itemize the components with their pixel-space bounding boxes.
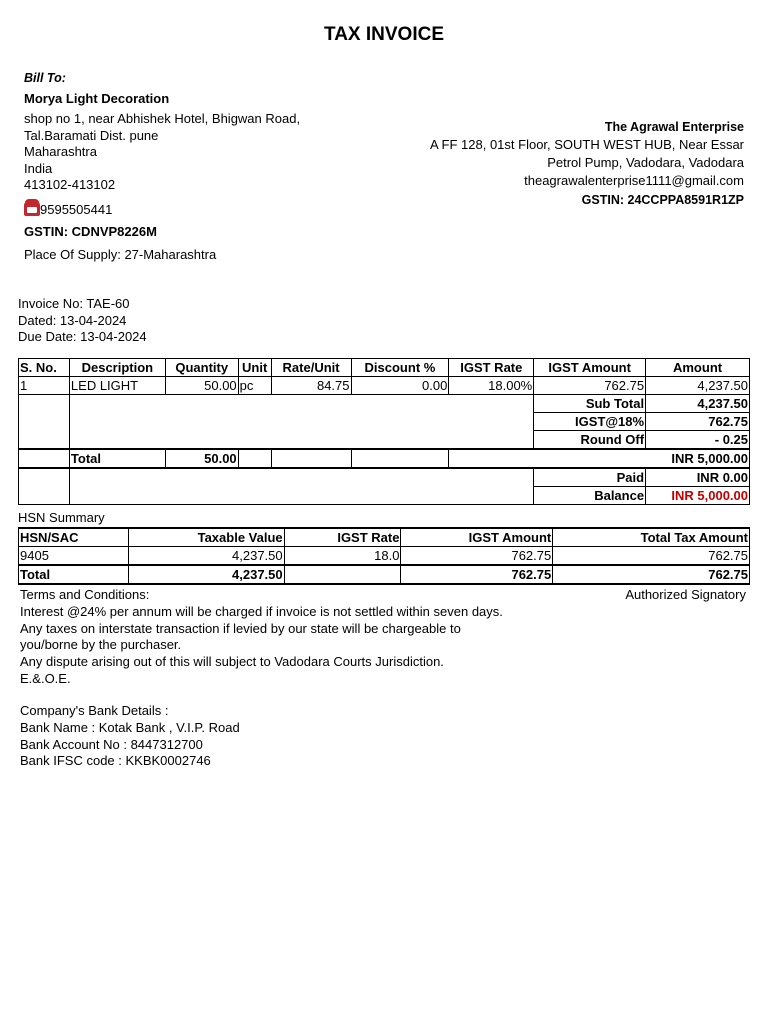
cell-igst-amount: 762.75 [534,377,646,395]
terms-line: you/borne by the purchaser. [20,637,182,653]
cell-description: LED LIGHT [69,377,165,395]
header-amount: Amount [646,359,750,377]
cell-unit: pc [238,377,271,395]
hsn-header-row [19,528,750,547]
place-of-supply: Place Of Supply: 27-Maharashtra [24,246,217,262]
hsn-total-tax: 762.75 [553,565,750,584]
customer-phone-line [24,202,300,219]
customer-state: Maharashtra [24,144,97,159]
hsn-header-total-tax: Total Tax Amount [553,528,750,547]
invoice-meta [18,296,147,346]
header-igst-amount: IGST Amount [534,359,646,377]
terms-line: E.&.O.E. [20,670,71,686]
seller-block [430,118,744,209]
seller-address-line2: Petrol Pump, Vadodara, Vadodara [547,155,744,170]
header-quantity: Quantity [165,359,238,377]
seller-email: theagrawalenterprise1111@gmail.com [524,173,744,188]
header-discount: Discount % [351,359,449,377]
igst-value: 762.75 [646,413,750,431]
items-header-row [19,359,750,377]
hsn-total-taxable: 4,237.50 [128,565,284,584]
cell-quantity: 50.00 [165,377,238,395]
hsn-header-igst-rate: IGST Rate [284,528,401,547]
customer-address-line1: shop no 1, near Abhishek Hotel, Bhigwan Road, [24,111,301,126]
hsn-cell-igst-rate: 18.0 [284,547,401,566]
paid-value: INR 0.00 [646,468,750,487]
seller-address-line1: A FF 128, 01st Floor, SOUTH WEST HUB, Near Essar [429,137,744,152]
bank-ifsc: Bank IFSC code : KKBK0002746 [20,753,211,769]
cell-discount: 0.00 [351,377,449,395]
paid-label: Paid [534,468,646,487]
bank-account: Bank Account No : 8447312700 [20,736,203,752]
hsn-cell-code: 9405 [19,547,129,566]
igst-label: IGST@18% [534,413,646,431]
header-igst-rate: IGST Rate [449,359,534,377]
header-unit: Unit [238,359,271,377]
cell-amount: 4,237.50 [646,377,750,395]
total-value: INR 5,000.00 [449,449,750,468]
bill-to-block [24,70,300,263]
paid-row [19,468,750,487]
bank-details [20,703,240,770]
telephone-icon [24,202,40,216]
total-label: Total [69,449,165,468]
round-off-label: Round Off [534,431,646,450]
bank-heading: Company's Bank Details : [20,703,169,718]
hsn-cell-total-tax: 762.75 [553,547,750,566]
authorized-signatory: Authorized Signatory [625,587,746,602]
invoice-title: TAX INVOICE [324,24,444,45]
table-row [19,547,750,566]
balance-value: INR 5,000.00 [646,487,750,505]
hsn-table [18,527,750,585]
header-rate: Rate/Unit [271,359,351,377]
bank-name: Bank Name : Kotak Bank , V.I.P. Road [20,719,240,735]
terms-heading: Terms and Conditions: [20,587,150,602]
subtotal-row [19,395,750,413]
terms-line: Any dispute arising out of this will subject to Vadodara Courts Jurisdiction. [20,654,444,670]
bill-to-label: Bill To: [24,71,66,85]
customer-country: India [24,160,53,176]
hsn-header-igst-amount: IGST Amount [401,528,553,547]
hsn-total-igst-amount: 762.75 [401,565,553,584]
customer-pin: 413102-413102 [24,177,116,192]
customer-gstin: GSTIN: CDNVP8226M [24,224,157,239]
customer-phone: 9595505441 [40,201,113,217]
hsn-header-taxable: Taxable Value [128,528,284,547]
customer-address-line2: Tal.Baramati Dist. pune [24,127,159,143]
cell-rate: 84.75 [271,377,351,395]
table-row [19,377,750,395]
subtotal-label: Sub Total [534,395,646,413]
invoice-number: Invoice No: TAE-60 [18,296,130,311]
seller-gstin: GSTIN: 24CCPPA8591R1ZP [581,193,744,207]
header-sno: S. No. [19,359,70,377]
invoice-date: Dated: 13-04-2024 [18,312,127,328]
round-off-value: - 0.25 [646,431,750,450]
invoice-due-date: Due Date: 13-04-2024 [18,329,147,344]
hsn-summary-label: HSN Summary [18,510,105,525]
hsn-header-code: HSN/SAC [19,528,129,547]
seller-name: The Agrawal Enterprise [604,120,744,134]
terms-block [20,587,503,688]
customer-name: Morya Light Decoration [24,90,170,106]
items-table [18,358,750,505]
hsn-cell-taxable: 4,237.50 [128,547,284,566]
terms-line: Interest @24% per annum will be charged if invoice is not settled within seven days. [20,603,503,619]
cell-sno: 1 [19,377,70,395]
total-row [19,449,750,468]
hsn-total-label: Total [19,565,129,584]
header-description: Description [69,359,165,377]
cell-igst-rate: 18.00% [449,377,534,395]
total-quantity: 50.00 [165,449,238,468]
hsn-total-row [19,565,750,584]
terms-line: Any taxes on interstate transaction if levied by our state will be chargeable to [20,620,461,636]
subtotal-value: 4,237.50 [646,395,750,413]
hsn-cell-igst-amount: 762.75 [401,547,553,566]
balance-label: Balance [534,487,646,505]
